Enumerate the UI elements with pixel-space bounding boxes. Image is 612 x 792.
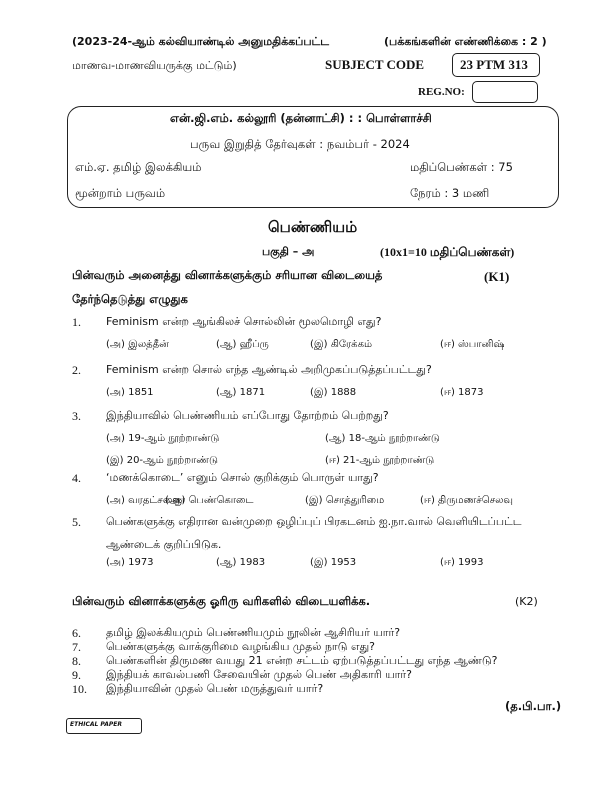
question-number: 1. [72, 315, 81, 329]
answer-option: (ஈ) 21-ஆம் நூற்றாண்டு [325, 455, 435, 466]
exam-duration: நேரம் : 3 மணி [410, 186, 490, 200]
header-note-line1: (2023-24-ஆம் கல்வியாண்டில் அனுமதிக்கப்பட்ட [72, 35, 330, 48]
question-number: 10. [72, 682, 87, 696]
answer-option: (ஈ) 1873 [440, 387, 484, 398]
semester: மூன்றாம் பருவம் [75, 186, 166, 200]
answer-option: (ஆ) பெண்கொடை [165, 495, 254, 506]
question-text: இந்தியாவின் முதல் பெண் மருத்துவர் யார்? [106, 682, 324, 695]
answer-option: (ஈ) ஸ்பானிஷ் [440, 339, 505, 350]
question-number: 8. [72, 654, 81, 668]
section-a-label: பகுதி – அ [262, 245, 315, 258]
section-a-instruction: பின்வரும் அனைத்து வினாக்களுக்கும் சரியான விடையைத் [72, 268, 383, 282]
answer-option: (ஆ) 1983 [216, 557, 266, 568]
section-b-level: (K2) [515, 595, 538, 608]
question-text: Feminism என்ற ஆங்கிலச் சொல்லின் மூலமொழி எது? [106, 315, 382, 328]
answer-option: (ஈ) திருமணச்செலவு [420, 495, 513, 506]
reg-no-label: REG.NO: [418, 86, 465, 98]
reg-no-field[interactable] [472, 81, 538, 103]
question-text: பெண்களுக்கு வாக்குரிமை வழங்கிய முதல் நாடு எது? [106, 640, 375, 653]
section-b-instruction: பின்வரும் வினாக்களுக்கு ஓரிரு வரிகளில் விடையளிக்க. [72, 594, 371, 608]
question-number: 2. [72, 363, 81, 377]
college-name: என்.ஜி.எம். கல்லூரி (தன்னாட்சி) : : பொள்ளாச்சி [170, 111, 432, 125]
answer-option: (இ) 1953 [310, 557, 357, 568]
question-number: 3. [72, 409, 81, 423]
subject-code-label: SUBJECT CODE [325, 57, 425, 72]
question-text: பெண்களுக்கு எதிரான வன்முறை ஒழிப்புப் பிரகடனம் ஐ.நா.வால் வெளியிடப்பட்ட [106, 515, 522, 528]
question-text-cont: ஆண்டைக் குறிப்பிடுக. [106, 538, 222, 551]
answer-option: (ஆ) ஹீப்ரு [216, 339, 269, 350]
answer-option: (ஆ) 18-ஆம் நூற்றாண்டு [325, 433, 440, 444]
subject-code: 23 PTM 313 [460, 57, 528, 72]
paper-title: பெண்ணியம் [268, 218, 358, 236]
please-turn-over: (த.பி.பா.) [505, 699, 562, 713]
question-text: பெண்களின் திருமண வயது 21 என்ற சட்டம் ஏற்படுத்தப்பட்டது எந்த ஆண்டு? [106, 654, 498, 667]
question-number: 5. [72, 515, 81, 529]
answer-option: (அ) 1973 [106, 557, 154, 568]
question-number: 4. [72, 471, 81, 485]
max-marks: மதிப்பெண்கள் : 75 [410, 160, 513, 174]
answer-option: (அ) இலத்தீன் [106, 339, 169, 350]
header-note-line2: மாணவ-மாணவியருக்கு மட்டும்) [72, 59, 237, 72]
answer-option: (அ) வரதட்சணை [106, 495, 186, 506]
question-text: ‘மணக்கொடை’ எனும் சொல் குறிக்கும் பொருள் யாது? [106, 471, 379, 484]
answer-option: (ஈ) 1993 [440, 557, 484, 568]
answer-option: (அ) 1851 [106, 387, 154, 398]
exam-title: பருவ இறுதித் தேர்வுகள் : நவம்பர் - 2024 [190, 137, 410, 151]
question-text: தமிழ் இலக்கியமும் பெண்ணியமும் நூலின் ஆசிரியர் யார்? [106, 626, 401, 639]
question-number: 9. [72, 668, 81, 682]
question-text: இந்தியக் காவல்பணி சேவையின் முதல் பெண் அதிகாரி யார்? [106, 668, 412, 681]
question-text: Feminism என்ற சொல் எந்த ஆண்டில் அறிமுகப்படுத்தப்பட்டது? [106, 363, 432, 376]
answer-option: (இ) 1888 [310, 387, 357, 398]
answer-option: (அ) 19-ஆம் நூற்றாண்டு [106, 433, 220, 444]
ethical-paper-label: ETHICAL PAPER [70, 721, 123, 728]
question-number: 6. [72, 626, 81, 640]
question-text: இந்தியாவில் பெண்ணியம் எப்போது தோற்றம் பெற்றது? [106, 409, 389, 422]
answer-option: (இ) சொத்துரிமை [305, 495, 385, 506]
answer-option: (இ) கிரேக்கம் [310, 339, 373, 350]
section-a-instruction-cont: தேர்ந்தெடுத்து எழுதுக [72, 292, 188, 306]
section-a-marks: (10x1=10 மதிப்பெண்கள்) [380, 245, 515, 259]
course-name: எம்.ஏ. தமிழ் இலக்கியம் [75, 160, 202, 174]
page-count: (பக்கங்களின் எண்ணிக்கை : 2 ) [384, 35, 547, 48]
question-number: 7. [72, 640, 81, 654]
answer-option: (இ) 20-ஆம் நூற்றாண்டு [106, 455, 218, 466]
answer-option: (ஆ) 1871 [216, 387, 266, 398]
section-a-level: (K1) [484, 269, 510, 284]
